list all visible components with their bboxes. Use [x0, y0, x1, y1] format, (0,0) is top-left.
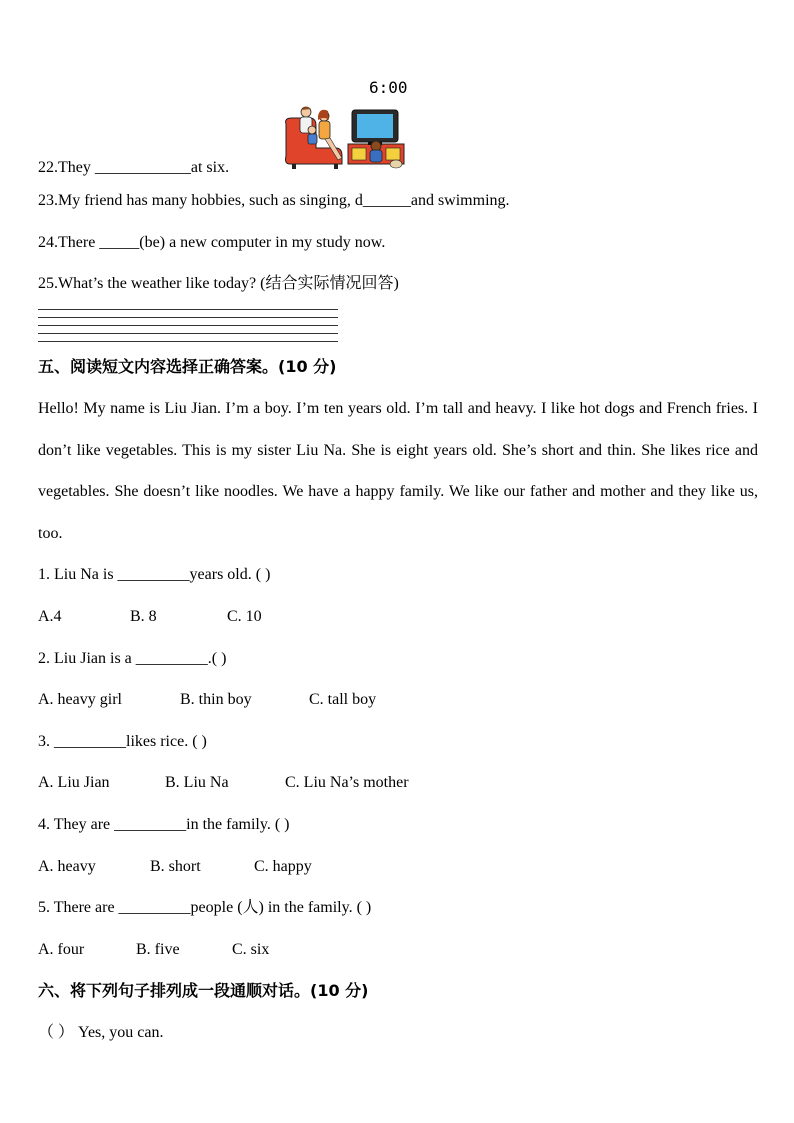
question-22: 22.They ____________at six.: [38, 159, 230, 176]
family-watching-tv-illustration: [280, 104, 410, 170]
reading-question-1: 1. Liu Na is _________years old. ( ): [38, 566, 271, 583]
option-c: C. six: [232, 941, 270, 958]
question-24: 24.There _____(be) a new computer in my study now.: [38, 234, 386, 251]
option-c: C. tall boy: [309, 691, 377, 708]
option-c: C. Liu Na’s mother: [285, 774, 409, 791]
option-a: A. heavy: [38, 858, 96, 875]
reading-question-3: 3. _________likes rice. ( ): [38, 733, 207, 750]
reading-options-3: [38, 772, 409, 794]
option-a: A.4: [38, 608, 62, 625]
reading-question-4: 4. They are _________in the family. ( ): [38, 816, 290, 833]
option-c: C. 10: [227, 608, 262, 625]
clock-time: 6:00: [369, 78, 408, 97]
answer-line: [38, 325, 338, 326]
reading-passage: Hello! My name is Liu Jian. I’m a boy. I’m ten years old. I’m tall and heavy. I like hot dogs and French fries. I don’t like vegetables. This is my sister Liu Na. She is eight years old. She’s short and thin. She likes rice and vegetables. She doesn’t like noodles. We have a happy family. We like our father and mother and they like us, too.: [38, 400, 758, 542]
option-b: B. five: [136, 941, 180, 958]
section-6-heading: 六、将下列句子排列成一段通顺对话。(10 分): [38, 981, 369, 1000]
option-a: A. heavy girl: [38, 691, 122, 708]
answer-line: [38, 341, 338, 342]
option-b: B. thin boy: [180, 691, 252, 708]
answer-line: [38, 333, 338, 334]
answer-line: [38, 317, 338, 318]
reading-options-2: [38, 689, 376, 711]
option-b: B. short: [150, 858, 201, 875]
option-a: A. Liu Jian: [38, 774, 110, 791]
question-23: 23.My friend has many hobbies, such as singing, d______and swimming.: [38, 192, 510, 209]
answer-line: [38, 309, 338, 310]
dialogue-item-1: （ ） Yes, you can.: [38, 1024, 164, 1041]
reading-options-4: [38, 856, 312, 878]
option-b: B. Liu Na: [165, 774, 229, 791]
section-5-heading: 五、阅读短文内容选择正确答案。(10 分): [38, 357, 337, 376]
option-a: A. four: [38, 941, 85, 958]
option-c: C. happy: [254, 858, 312, 875]
option-b: B. 8: [130, 608, 157, 625]
reading-options-5: [38, 939, 269, 961]
reading-options-1: [38, 606, 262, 628]
reading-question-5: 5. There are _________people (人) in the family. ( ): [38, 899, 372, 916]
reading-question-2: 2. Liu Jian is a _________.( ): [38, 650, 227, 667]
question-25: 25.What’s the weather like today? (结合实际情况回答): [38, 275, 399, 292]
